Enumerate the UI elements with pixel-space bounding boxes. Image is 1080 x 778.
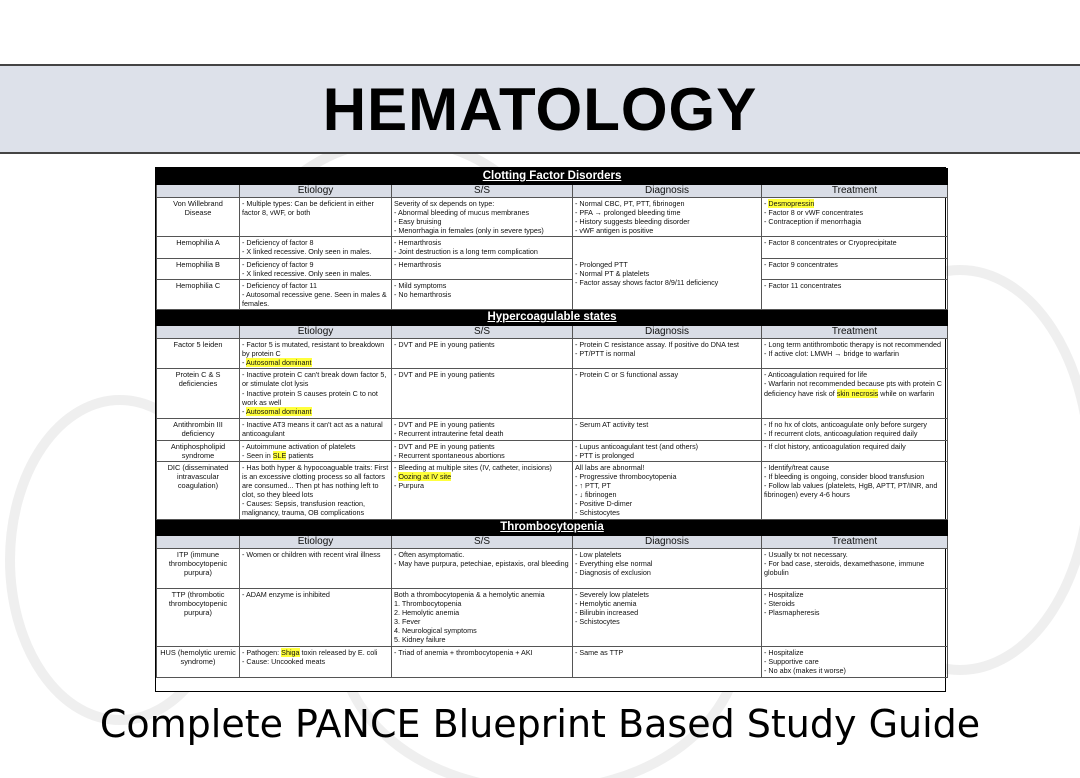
cell-line: - If active clot: LMWH → bridge to warfarin [764, 349, 900, 359]
table-row [157, 258, 948, 279]
condition-name: Hemophilia A [157, 237, 240, 258]
treatment-cell [762, 440, 948, 461]
ss-cell [392, 198, 573, 237]
cell-line: - Hemarthrosis [394, 259, 442, 269]
condition-name: HUS (hemolytic uremic syndrome) [157, 646, 240, 677]
cell-line: - Inactive AT3 means it can't act as a natural anticoagulant [242, 420, 383, 439]
cell-line: - Supportive care [764, 656, 819, 666]
cell-line: - Schistocytes [575, 616, 620, 626]
cell-line: - History suggests bleeding disorder [575, 217, 690, 227]
column-header: S/S [392, 535, 573, 548]
cell-line: - Low platelets [575, 549, 622, 559]
cell-line: - No hemarthrosis [394, 289, 452, 299]
table-row [157, 339, 948, 369]
cell-line: - Abnormal bleeding of mucus membranes [394, 208, 530, 218]
ss-cell [392, 237, 573, 258]
cell-line: - Identify/treat cause [764, 462, 830, 472]
cell-line: - ADAM enzyme is inhibited [242, 589, 330, 599]
treatment-cell [762, 419, 948, 440]
cell-line: - Usually tx not necessary. [764, 549, 848, 559]
cell-line: - Has both hyper & hypocoaguable traits: First is an excessive clotting process so all factors are consumed... Then pt has nothing left to clot, so they bleed lots [242, 462, 389, 499]
highlighted-text: Oozing at IV site [398, 471, 452, 481]
cell-line: - Follow lab values (platelets, HgB, APTT, PT/INR, and fibrinogen) every 4-6 hours [764, 480, 938, 499]
cell-line: All labs are abnormal! [575, 462, 645, 472]
ss-cell [392, 258, 573, 279]
cell-line: - Autosomal recessive gene. Seen in males & females. [242, 289, 387, 308]
diagnosis-cell [573, 548, 762, 588]
cell-line: - Hospitalize [764, 647, 804, 657]
cell-line: - DVT and PE in young patients [394, 370, 495, 380]
cell-line: - X linked recessive. Only seen in males. [242, 268, 372, 278]
etiology-cell [240, 279, 392, 309]
ss-cell [392, 461, 573, 519]
cell-line: - Bleeding at multiple sites (IV, catheter, incisions) [394, 462, 552, 472]
cell-line: 1. Thrombocytopenia [394, 598, 462, 608]
table-row [157, 419, 948, 440]
study-guide-table [155, 167, 946, 692]
column-header: Treatment [762, 185, 948, 198]
cell-line: 5. Kidney failure [394, 635, 446, 645]
page-title: HEMATOLOGY [322, 75, 758, 143]
cell-line: - Autosomal dominant [242, 406, 312, 416]
cell-line: - Lupus anticoagulant test (and others) [575, 441, 699, 451]
condition-name: ITP (immune thrombocytopenic purpura) [157, 548, 240, 588]
diagnosis-cell [573, 339, 762, 369]
cell-line: - Normal CBC, PT, PTT, fibrinogen [575, 199, 685, 208]
column-header-blank [157, 326, 240, 339]
cell-line: - PTT is prolonged [575, 450, 634, 460]
cell-line: - Often asymptomatic. [394, 549, 465, 559]
column-header-blank [157, 185, 240, 198]
column-header: Diagnosis [573, 326, 762, 339]
cell-line: - Desmopressin [764, 199, 815, 208]
cell-line: - Everything else normal [575, 558, 653, 568]
table-row [157, 440, 948, 461]
cell-line: - May have purpura, petechiae, epistaxis, oral bleeding [394, 558, 569, 568]
column-header-blank [157, 535, 240, 548]
column-header: S/S [392, 326, 573, 339]
cell-line: - ↑ PTT, PT [575, 480, 611, 490]
etiology-cell [240, 440, 392, 461]
section-title: Hypercoagulable states [157, 310, 948, 326]
cell-line: - Joint destruction is a long term complication [394, 247, 538, 257]
diagnosis-cell [573, 237, 762, 310]
etiology-cell [240, 588, 392, 646]
section-header [157, 519, 948, 535]
column-header: Etiology [240, 535, 392, 548]
etiology-cell [240, 646, 392, 677]
diagnosis-cell [573, 461, 762, 519]
column-header: Diagnosis [573, 535, 762, 548]
cell-line: - Easy bruising [394, 217, 442, 227]
cell-line: - Prolonged PTT [575, 259, 628, 269]
footer-caption: Complete PANCE Blueprint Based Study Guide [99, 702, 981, 746]
condition-name: Antithrombin III deficiency [157, 419, 240, 440]
ss-cell [392, 279, 573, 309]
cell-line: - Multiple types: Can be deficient in either factor 8, vWF, or both [242, 199, 374, 218]
cell-line: - Pathogen: Shiga toxin released by E. coli [242, 647, 378, 657]
condition-name: Antiphospholipid syndrome [157, 440, 240, 461]
condition-name: Hemophilia B [157, 258, 240, 279]
diagnosis-cell [573, 369, 762, 419]
cell-line: - Factor 9 concentrates [764, 259, 838, 269]
cell-line: - Factor 5 is mutated, resistant to breakdown by protein C [242, 340, 385, 359]
highlighted-text: Shiga [281, 647, 300, 657]
cell-line: - Factor 8 concentrates or Cryoprecipitate [764, 238, 897, 248]
cell-line: - Diagnosis of exclusion [575, 567, 651, 577]
cell-line: - Deficiency of factor 11 [242, 280, 317, 290]
table-row [157, 237, 948, 258]
cell-line: - Serum AT activity test [575, 420, 649, 430]
cell-line: - Women or children with recent viral illness [242, 549, 381, 559]
column-header: S/S [392, 185, 573, 198]
cell-line: - PT/PTT is normal [575, 349, 636, 359]
table-row [157, 369, 948, 419]
treatment-cell [762, 588, 948, 646]
condition-name: Factor 5 leiden [157, 339, 240, 369]
cell-line: - Mild symptoms [394, 280, 447, 290]
cell-line: - If no hx of clots, anticoagulate only before surgery [764, 420, 928, 430]
ss-cell [392, 369, 573, 419]
highlighted-text: Autosomal dominant [246, 358, 312, 368]
etiology-cell [240, 548, 392, 588]
cell-line: - If recurrent clots, anticoagulation required daily [764, 429, 918, 439]
cell-line: - Warfarin not recommended because pts with protein C deficiency have risk of skin necrosis while on warfarin [764, 379, 942, 398]
etiology-cell [240, 369, 392, 419]
treatment-cell [762, 198, 948, 237]
treatment-cell [762, 339, 948, 369]
cell-line: - If clot history, anticoagulation required daily [764, 441, 906, 451]
cell-line: - Steroids [764, 598, 795, 608]
column-header-row [157, 185, 948, 198]
condition-name: Von Willebrand Disease [157, 198, 240, 237]
cell-line: - Severely low platelets [575, 589, 649, 599]
table-row [157, 548, 948, 588]
cell-line: - Recurrent intrauterine fetal death [394, 429, 504, 439]
treatment-cell [762, 279, 948, 309]
cell-line: - DVT and PE in young patients [394, 441, 495, 451]
cell-line: 4. Neurological symptoms [394, 626, 477, 636]
highlighted-text: SLE [272, 450, 287, 460]
ss-cell [392, 440, 573, 461]
cell-line: - Hemarthrosis [394, 238, 442, 248]
treatment-cell [762, 258, 948, 279]
cell-line: - Normal PT & platelets [575, 268, 650, 278]
ss-cell [392, 339, 573, 369]
cell-line: - Schistocytes [575, 508, 620, 518]
column-header-row [157, 326, 948, 339]
cell-line: - PFA → prolonged bleeding time [575, 208, 681, 218]
cell-line: 3. Fever [394, 616, 421, 626]
highlighted-text: skin necrosis [836, 388, 879, 398]
condition-name: Hemophilia C [157, 279, 240, 309]
diagnosis-cell [573, 198, 762, 237]
cell-line: - Factor 8 or vWF concentrates [764, 208, 864, 218]
cell-line: - DVT and PE in young patients [394, 420, 495, 430]
section-header [157, 169, 948, 185]
cell-line: - Contraception if menorrhagia [764, 217, 862, 227]
cell-line: - Positive D-dimer [575, 499, 633, 509]
cell-line: - Seen in SLE patients [242, 450, 314, 460]
title-banner [0, 64, 1080, 154]
cell-line: - Cause: Uncooked meats [242, 656, 326, 666]
cell-line: - Anticoagulation required for life [764, 370, 868, 380]
cell-line: - Causes: Sepsis, transfusion reaction, malignancy, trauma, OB complications [242, 499, 366, 518]
column-header: Etiology [240, 326, 392, 339]
column-header: Treatment [762, 326, 948, 339]
etiology-cell [240, 258, 392, 279]
cell-line: Both a thrombocytopenia & a hemolytic anemia [394, 589, 545, 599]
etiology-cell [240, 237, 392, 258]
cell-line: - Protein C or S functional assay [575, 370, 679, 380]
cell-line: - For bad case, steroids, dexamethasone, immune globulin [764, 558, 925, 577]
cell-line: - Bilirubin increased [575, 607, 639, 617]
condition-name: TTP (thrombotic thrombocytopenic purpura) [157, 588, 240, 646]
cell-line: - Deficiency of factor 8 [242, 238, 314, 248]
cell-line: - Inactive protein C can't break down factor 5, or stimulate clot lysis [242, 370, 387, 389]
treatment-cell [762, 237, 948, 258]
condition-name: Protein C & S deficiencies [157, 369, 240, 419]
cell-line: - Triad of anemia + thrombocytopenia + AKI [394, 647, 533, 657]
highlighted-text: Autosomal dominant [246, 406, 312, 416]
section-header [157, 310, 948, 326]
table-row [157, 198, 948, 237]
cell-line: - Oozing at IV site [394, 471, 452, 481]
etiology-cell [240, 339, 392, 369]
cell-line: - vWF antigen is positive [575, 226, 654, 236]
table-row [157, 588, 948, 646]
cell-line: Severity of sx depends on type: [394, 199, 495, 208]
cell-line: - DVT and PE in young patients [394, 340, 495, 350]
cell-line: - Long term antithrombotic therapy is not recommended [764, 340, 941, 350]
column-header: Diagnosis [573, 185, 762, 198]
treatment-cell [762, 461, 948, 519]
cell-line: - Hospitalize [764, 589, 804, 599]
cell-line: - Autosomal dominant [242, 358, 312, 368]
treatment-cell [762, 548, 948, 588]
cell-line: - Plasmapheresis [764, 607, 820, 617]
diagnosis-cell [573, 419, 762, 440]
column-header: Etiology [240, 185, 392, 198]
cell-line: - No abx (makes it worse) [764, 665, 846, 675]
ss-cell [392, 588, 573, 646]
condition-name: DIC (disseminated intravascular coagulation) [157, 461, 240, 519]
table-row [157, 279, 948, 309]
etiology-cell [240, 198, 392, 237]
etiology-cell [240, 461, 392, 519]
cell-line: - Factor assay shows factor 8/9/11 deficiency [575, 277, 719, 287]
cell-line: - X linked recessive. Only seen in males. [242, 247, 372, 257]
cell-line: - Purpura [394, 480, 424, 490]
hematology-table [156, 168, 948, 678]
cell-line: - Inactive protein S causes protein C to not work as well [242, 388, 378, 407]
highlighted-text: Desmopressin [768, 199, 815, 208]
ss-cell [392, 548, 573, 588]
section-title: Clotting Factor Disorders [157, 169, 948, 185]
cell-line: - If bleeding is ongoing, consider blood transfusion [764, 471, 925, 481]
treatment-cell [762, 646, 948, 677]
diagnosis-cell [573, 646, 762, 677]
cell-line: - ↓ fibrinogen [575, 489, 617, 499]
cell-line: - Progressive thrombocytopenia [575, 471, 677, 481]
ss-cell [392, 419, 573, 440]
treatment-cell [762, 369, 948, 419]
cell-line: 2. Hemolytic anemia [394, 607, 460, 617]
diagnosis-cell [573, 440, 762, 461]
column-header-row [157, 535, 948, 548]
table-row [157, 646, 948, 677]
cell-line: - Factor 11 concentrates [764, 280, 842, 290]
etiology-cell [240, 419, 392, 440]
section-title: Thrombocytopenia [157, 519, 948, 535]
diagnosis-cell [573, 588, 762, 646]
cell-line: - Protein C resistance assay. If positive do DNA test [575, 340, 740, 350]
ss-cell [392, 646, 573, 677]
column-header: Treatment [762, 535, 948, 548]
cell-line: - Deficiency of factor 9 [242, 259, 314, 269]
cell-line: - Hemolytic anemia [575, 598, 637, 608]
table-row [157, 461, 948, 519]
cell-line: - Autoimmune activation of platelets [242, 441, 356, 451]
cell-line: - Menorrhagia in females (only in severe types) [394, 226, 544, 236]
cell-line: - Recurrent spontaneous abortions [394, 450, 505, 460]
cell-line: - Same as TTP [575, 647, 624, 657]
